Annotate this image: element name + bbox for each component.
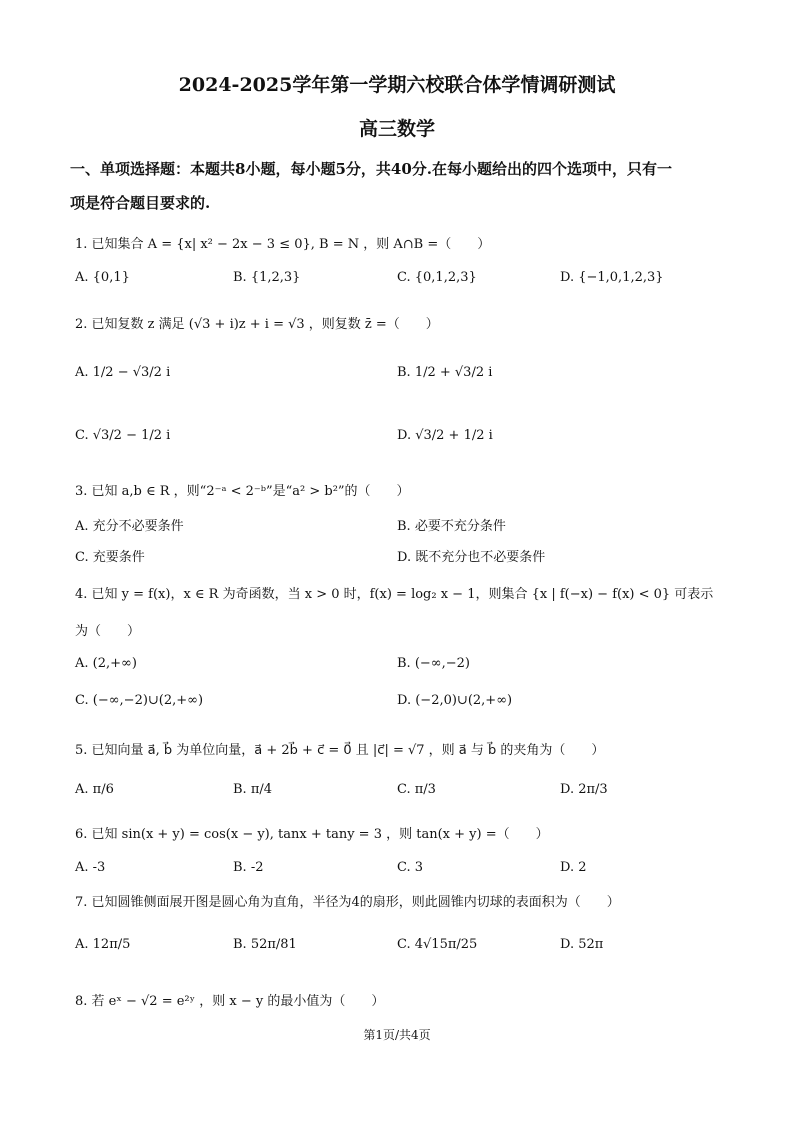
question-1-option-d: D. {−1,0,1,2,3}: [560, 270, 664, 285]
question-2-option-c: C. √3/2 − 1/2 i: [75, 428, 171, 443]
question-5-option-d: D. 2π/3: [560, 782, 608, 797]
question-3-option-a: A. 充分不必要条件: [75, 519, 184, 534]
question-6-option-a: A. -3: [75, 860, 106, 875]
question-2-option-a: A. 1/2 − √3/2 i: [75, 365, 171, 380]
question-4-option-c: C. (−∞,−2)∪(2,+∞): [75, 693, 204, 708]
question-2-stem: 2. 已知复数 z 满足 (√3 + i)z + i = √3 ，则复数 z̄ =（ ）: [75, 317, 439, 332]
page-number: 第1页/共4页: [363, 1028, 431, 1042]
question-6-stem: 6. 已知 sin(x + y) = cos(x − y), tanx + tany = 3 ，则 tan(x + y) =（ ）: [75, 827, 549, 842]
question-3-option-c: C. 充要条件: [75, 550, 145, 565]
question-4-option-d: D. (−2,0)∪(2,+∞): [397, 693, 513, 708]
section-heading-line2: 项是符合题目要求的.: [70, 194, 211, 212]
question-8-stem: 8. 若 eˣ − √2 = e²ʸ ，则 x − y 的最小值为（ ）: [75, 994, 385, 1009]
question-1-option-a: A. {0,1}: [75, 270, 130, 285]
question-4-option-a: A. (2,+∞): [75, 656, 137, 671]
question-3-option-d: D. 既不充分也不必要条件: [397, 550, 546, 565]
question-2-option-b: B. 1/2 + √3/2 i: [397, 365, 493, 380]
question-3-stem: 3. 已知 a,b ∈ R ，则“2⁻ᵃ < 2⁻ᵇ”是“a² > b²”的（ ）: [75, 484, 410, 499]
question-6-option-d: D. 2: [560, 860, 587, 875]
question-6-option-c: C. 3: [397, 860, 424, 875]
question-5-option-c: C. π/3: [397, 782, 436, 797]
question-7-option-a: A. 12π/5: [75, 937, 131, 952]
question-1-stem: 1. 已知集合 A = {x| x² − 2x − 3 ≤ 0}, B = N ，则 A∩B =（ ）: [75, 237, 491, 252]
section-heading-line1: 一、单项选择题：本题共8小题，每小题5分，共40分.在每小题给出的四个选项中，只有一: [70, 160, 672, 178]
question-1-option-c: C. {0,1,2,3}: [397, 270, 477, 285]
question-7-option-d: D. 52π: [560, 937, 604, 952]
question-4-option-b: B. (−∞,−2): [397, 656, 470, 671]
question-7-option-c: C. 4√15π/25: [397, 937, 478, 952]
page-title: 2024-2025学年第一学期六校联合体学情调研测试: [178, 74, 616, 96]
question-5-option-b: B. π/4: [233, 782, 273, 797]
question-5-stem: 5. 已知向量 a⃗, b⃗ 为单位向量，a⃗ + 2b⃗ + c⃗ = 0⃗ 且 |c⃗| = √7 ，则 a⃗ 与 b⃗ 的夹角为（ ）: [75, 743, 605, 758]
question-2-option-d: D. √3/2 + 1/2 i: [397, 428, 493, 443]
page-subtitle: 高三数学: [358, 118, 435, 140]
question-4-stem: 4. 已知 y = f(x)，x ∈ R 为奇函数，当 x > 0 时，f(x) = log₂ x − 1，则集合 {x | f(−x) − f(x) < 0} 可表示: [75, 587, 714, 602]
question-7-stem: 7. 已知圆锥侧面展开图是圆心角为直角，半径为4的扇形，则此圆锥内切球的表面积为（ ）: [75, 895, 620, 910]
question-7-option-b: B. 52π/81: [233, 937, 297, 952]
question-4-stem-cont: 为（ ）: [75, 624, 141, 639]
question-1-option-b: B. {1,2,3}: [233, 270, 301, 285]
question-3-option-b: B. 必要不充分条件: [397, 519, 506, 534]
question-5-option-a: A. π/6: [75, 782, 114, 797]
question-6-option-b: B. -2: [233, 860, 264, 875]
